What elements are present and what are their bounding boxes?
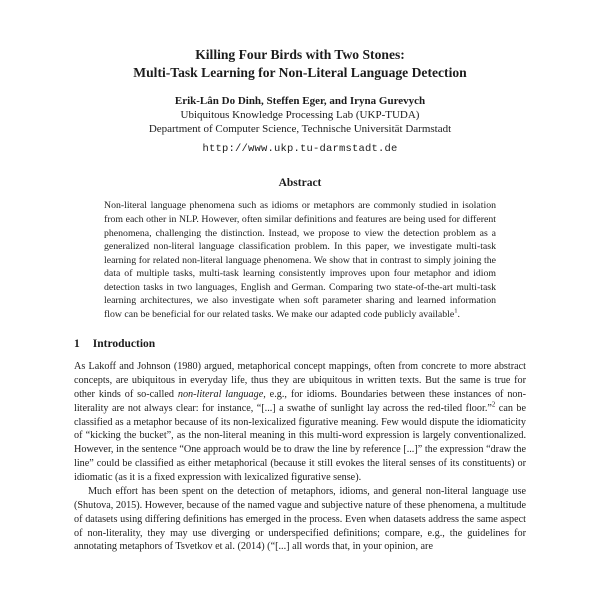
paper-title	[74, 46, 526, 82]
intro-p1-text-a: As Lakoff and Johnson (1980) argued, metaphorical concept mappings, often from concrete to more abstract concepts, are ubiquitous in everyday life, thus they are ubiquitous in written texts. But the same is true for other kinds of so-called	[74, 361, 526, 400]
abstract-period: .	[457, 308, 460, 320]
abstract-text: Non-literal language phenomena such as idioms or metaphors are commonly studied in isolation from each other in NLP. However, often similar definitions and features are being used for different phenomena, challenging the distinction. Instead, we propose to view the detection problem as a generalized non-literal language classification problem. In this paper, we investigate multi-task learning for related non-literal language phenomena. We show that in contrast to simply joining the data of multiple tasks, multi-task learning consistently improves upon four metaphor and idiom detection tasks in two languages, English and German. Comparing two state-of-the-art multi-task learning architectures, we also investigate when soft parameter sharing and learned information flow can be beneficial for our related tasks. We make our adapted code publicly available	[104, 200, 496, 320]
intro-paragraph-2: Much effort has been spent on the detection of metaphors, idioms, and general non-literal language use (Shutova, 2015). However, because of the named vague and subjective nature of these phenomena, a multitude of datasets using differing definitions has emerged in the process. Even when datasets address the same aspect of non-literality, they may use diverging or underspecified definitions; compare, e.g., the guidelines for annotating metaphors of Tsvetkov et al. (2014) (“[...] all words that, in your opinion, are	[74, 485, 526, 553]
affiliation-dept: Department of Computer Science, Technische Universität Darmstadt	[148, 123, 452, 136]
intro-p1-text-c: can be classified as a metaphor because of its non-lexicalized figurative meaning. Few would dispute the idiomaticity of “kicking the bucket”, as the non-literal meaning in this multi-word expression is largely conventionalized. However, in the sentence “One approach would be to draw the line by reference [...]” the expression “draw the line” could be classified as either metaphorical (because it still evokes the literal senses of its constituents) or idiomatic (as it is a fixed expression with lexicalized figurative sense).	[74, 402, 526, 484]
abstract-paragraph	[104, 199, 496, 321]
italic-term-non-literal-language: non-literal language	[177, 388, 264, 400]
title-line-1: Killing Four Birds with Two Stones:	[195, 47, 405, 62]
section-title: Introduction	[92, 338, 156, 351]
author-line: Erik-Lân Do Dinh, Steffen Eger, and Iryna Gurevych	[174, 94, 426, 107]
section-heading-introduction	[74, 338, 526, 350]
footnote-marker-2: 2	[491, 401, 496, 409]
section-number: 1	[74, 338, 80, 351]
url-line	[74, 138, 526, 156]
title-line-2: Multi-Task Learning for Non-Literal Language Detection	[133, 64, 467, 80]
abstract-heading: Abstract	[278, 177, 322, 190]
affiliation-lab: Ubiquitous Knowledge Processing Lab (UKP-TUDA)	[180, 108, 420, 121]
intro-paragraph-1	[74, 360, 526, 485]
paper-url-link[interactable]: http://www.ukp.tu-darmstadt.de	[202, 143, 398, 156]
intro-p1-text-b: , e.g., for idioms. Boundaries between these instances of non-literality are not always clear: for instance, “[...] a swathe of sunlight lay across the red-tiled floor.”	[74, 388, 527, 414]
footnote-marker-1: 1	[454, 307, 458, 315]
